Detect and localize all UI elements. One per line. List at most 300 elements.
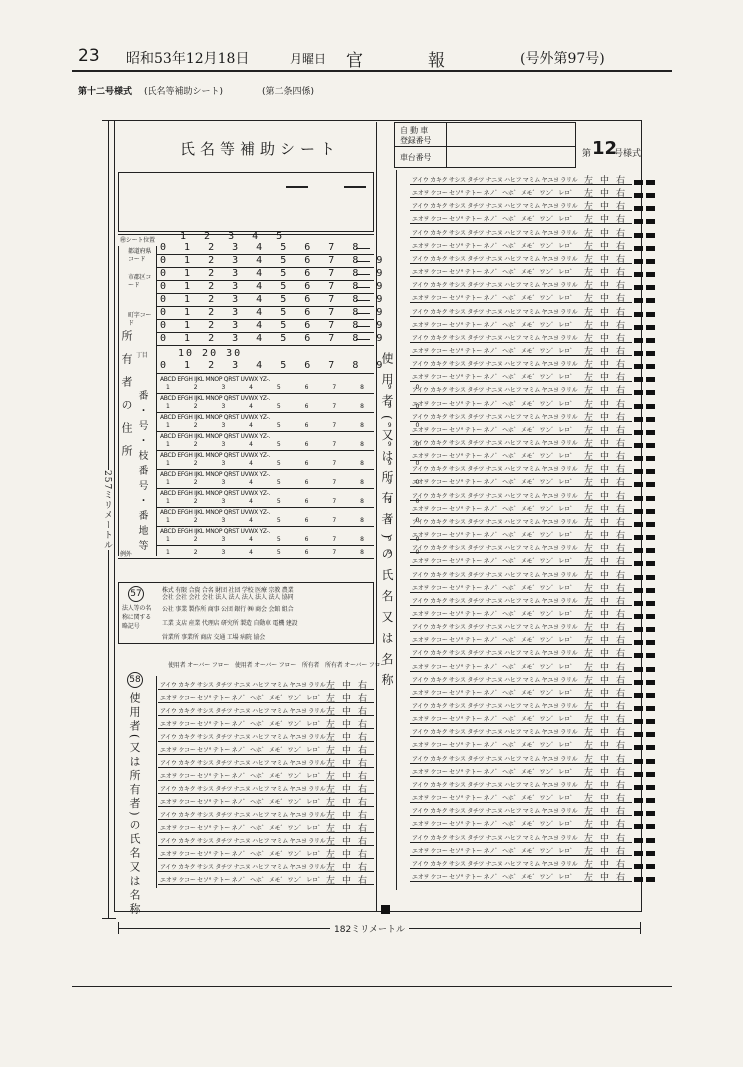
- lcr-right[interactable]: 右: [358, 746, 368, 756]
- lcr-center[interactable]: 中: [342, 850, 352, 860]
- lcr-center[interactable]: 中: [600, 728, 610, 739]
- kana-option-row[interactable]: エオヲ ケコー セソ° テトー ネノ゛ ヘホ゛ メモ゛ ワン゛ レロ゛: [412, 795, 576, 803]
- kana-option-row[interactable]: エオヲ ケコー セソ° テトー ネノ゛ ヘホ゛ メモ゛ ワン゛ レロ゛: [412, 768, 576, 776]
- kana-option-row[interactable]: エオヲ ケコー セソ° テトー ネノ゛ ヘホ゛ メモ゛ ワン゛ レロ゛: [160, 877, 324, 884]
- kana-option-row[interactable]: アイウ カキク サシス タチツ ナニヌ ハヒフ マミム ヤユヨ ラリル: [160, 838, 326, 845]
- kana-option-row[interactable]: アイウ カキク サシス タチツ ナニヌ ハヒフ マミム ヤユヨ ラリル: [412, 729, 578, 737]
- address-alpha-row[interactable]: ABCD EFGH IJKL MNOP QRST UVWX YZ-.: [160, 395, 271, 402]
- lcr-center[interactable]: 中: [600, 859, 610, 870]
- lcr-center[interactable]: 中: [600, 346, 610, 357]
- lcr-center[interactable]: 中: [600, 715, 610, 726]
- lcr-left[interactable]: 左: [584, 241, 594, 252]
- lcr-left[interactable]: 左: [584, 531, 594, 542]
- kana-option-row[interactable]: エオヲ ケコー セソ° テトー ネノ゛ ヘホ゛ メモ゛ ワン゛ レロ゛: [412, 400, 576, 408]
- lcr-center[interactable]: 中: [342, 876, 352, 886]
- lcr-right[interactable]: 右: [616, 307, 626, 318]
- lcr-right[interactable]: 右: [616, 859, 626, 870]
- lcr-right[interactable]: 右: [616, 399, 626, 410]
- kana-option-row[interactable]: アイウ カキク サシス タチツ ナニヌ ハヒフ マミム ヤユヨ ラリル: [160, 864, 326, 871]
- kana-option-row[interactable]: エオヲ ケコー セソ° テトー ネノ゛ ヘホ゛ メモ゛ ワン゛ レロ゛: [412, 479, 576, 487]
- kana-option-row[interactable]: エオヲ ケコー セソ° テトー ネノ゛ ヘホ゛ メモ゛ ワン゛ レロ゛: [412, 374, 576, 382]
- lcr-left[interactable]: 左: [584, 557, 594, 568]
- lcr-center[interactable]: 中: [342, 759, 352, 769]
- kana-option-row[interactable]: エオヲ ケコー セソ° テトー ネノ゛ ヘホ゛ メモ゛ ワン゛ レロ゛: [412, 216, 576, 224]
- kana-option-row[interactable]: アイウ カキク サシス タチツ ナニヌ ハヒフ マミム ヤユヨ ラリル: [412, 834, 578, 842]
- lcr-left[interactable]: 左: [584, 307, 594, 318]
- kana-option-row[interactable]: エオヲ ケコー セソ° テトー ネノ゛ ヘホ゛ メモ゛ ワン゛ レロ゛: [412, 295, 576, 303]
- lcr-center[interactable]: 中: [600, 780, 610, 791]
- lcr-left[interactable]: 左: [584, 189, 594, 200]
- lcr-right[interactable]: 右: [616, 373, 626, 384]
- address-num-row[interactable]: 1 2 3 4 5 6 7 8 9 0: [166, 460, 431, 467]
- address-alpha-row[interactable]: ABCD EFGH IJKL MNOP QRST UVWX YZ-.: [160, 471, 271, 478]
- lcr-center[interactable]: 中: [600, 215, 610, 226]
- kana-option-row[interactable]: エオヲ ケコー セソ° テトー ネノ゛ ヘホ゛ メモ゛ ワン゛ レロ゛: [160, 851, 324, 858]
- lcr-left[interactable]: 左: [584, 373, 594, 384]
- kana-option-row[interactable]: アイウ カキク サシス タチツ ナニヌ ハヒフ マミム ヤユヨ ラリル: [160, 812, 326, 819]
- lcr-center[interactable]: 中: [600, 623, 610, 634]
- lcr-right[interactable]: 右: [358, 759, 368, 769]
- lcr-right[interactable]: 右: [616, 465, 626, 476]
- kana-option-row[interactable]: アイウ カキク サシス タチツ ナニヌ ハヒフ マミム ヤユヨ ラリル: [412, 492, 578, 500]
- lcr-center[interactable]: 中: [342, 837, 352, 847]
- lcr-left[interactable]: 左: [584, 491, 594, 502]
- lcr-right[interactable]: 右: [616, 346, 626, 357]
- lcr-right[interactable]: 右: [616, 741, 626, 752]
- lcr-center[interactable]: 中: [600, 688, 610, 699]
- lcr-right[interactable]: 右: [616, 281, 626, 292]
- lcr-right[interactable]: 右: [616, 333, 626, 344]
- lcr-center[interactable]: 中: [600, 333, 610, 344]
- lcr-left[interactable]: 左: [584, 807, 594, 818]
- kana-option-row[interactable]: アイウ カキク サシス タチツ ナニヌ ハヒフ マミム ヤユヨ ラリル: [412, 808, 578, 816]
- kana-option-row[interactable]: エオヲ ケコー セソ° テトー ネノ゛ ヘホ゛ メモ゛ ワン゛ レロ゛: [160, 695, 324, 702]
- lcr-left[interactable]: 左: [584, 609, 594, 620]
- kana-option-row[interactable]: アイウ カキク サシス タチツ ナニヌ ハヒフ マミム ヤユヨ ラリル: [412, 781, 578, 789]
- kana-option-row[interactable]: アイウ カキク サシス タチツ ナニヌ ハヒフ マミム ヤユヨ ラリル: [412, 229, 578, 237]
- kana-option-row[interactable]: アイウ カキク サシス タチツ ナニヌ ハヒフ マミム ヤユヨ ラリル: [412, 703, 578, 710]
- kana-option-row[interactable]: アイウ カキク サシス タチツ ナニヌ ハヒフ マミム ヤユヨ ラリル: [412, 624, 578, 632]
- lcr-center[interactable]: 中: [600, 846, 610, 857]
- address-num-row[interactable]: 1 2 3 4 5 6 7 8 9 0: [166, 536, 431, 543]
- lcr-left[interactable]: 左: [326, 746, 336, 756]
- lcr-left[interactable]: 左: [584, 254, 594, 265]
- lcr-right[interactable]: 右: [616, 767, 626, 778]
- lcr-right[interactable]: 右: [358, 798, 368, 808]
- address-num-row[interactable]: 1 2 3 4 5 6 7 8 9 0: [166, 403, 431, 410]
- lcr-left[interactable]: 左: [584, 649, 594, 660]
- lcr-center[interactable]: 中: [600, 741, 610, 752]
- address-num-row[interactable]: 1 2 3 4 5 6 7 8 9 0: [166, 479, 431, 486]
- kana-option-row[interactable]: エオヲ ケコー セソ° テトー ネノ゛ ヘホ゛ メモ゛ ワン゛ レロ゛: [412, 505, 576, 513]
- kana-option-row[interactable]: アイウ カキク サシス タチツ ナニヌ ハヒフ マミム ヤユヨ ラリル: [160, 708, 326, 715]
- address-num-row[interactable]: 1 2 3 4 5 6 7 8 9 0: [166, 441, 431, 448]
- kana-option-row[interactable]: アイウ カキク サシス タチツ ナニヌ ハヒフ マミム ヤユヨ ラリル: [412, 387, 578, 395]
- kana-option-row[interactable]: アイウ カキク サシス タチツ ナニヌ ハヒフ マミム ヤユヨ ラリル: [412, 282, 578, 290]
- lcr-right[interactable]: 右: [616, 268, 626, 279]
- lcr-left[interactable]: 左: [584, 596, 594, 607]
- lcr-right[interactable]: 右: [616, 320, 626, 331]
- lcr-right[interactable]: 右: [616, 360, 626, 371]
- lcr-left[interactable]: 左: [584, 478, 594, 489]
- lcr-center[interactable]: 中: [600, 268, 610, 279]
- lcr-center[interactable]: 中: [600, 189, 610, 200]
- lcr-right[interactable]: 右: [616, 202, 626, 213]
- code-digit-row[interactable]: 0 1 2 3 4 5 6 7 8 9: [160, 320, 389, 331]
- lcr-right[interactable]: 右: [358, 837, 368, 847]
- lcr-center[interactable]: 中: [600, 636, 610, 647]
- lcr-left[interactable]: 左: [326, 811, 336, 821]
- kana-option-row[interactable]: エオヲ ケコー セソ° テトー ネノ゛ ヘホ゛ メモ゛ ワン゛ レロ゛: [160, 825, 324, 832]
- kana-option-row[interactable]: アイウ カキク サシス タチツ ナニヌ ハヒフ マミム ヤユヨ ラリル: [160, 682, 326, 689]
- lcr-left[interactable]: 左: [584, 780, 594, 791]
- lcr-left[interactable]: 左: [326, 863, 336, 873]
- address-num-row[interactable]: 1 2 3 4 5 6 7 8 9 0: [166, 422, 431, 429]
- lcr-center[interactable]: 中: [600, 465, 610, 476]
- lcr-center[interactable]: 中: [342, 694, 352, 704]
- kana-option-row[interactable]: アイウ カキク サシス タチツ ナニヌ ハヒフ マミム ヤユヨ ラリル: [412, 545, 578, 553]
- lcr-center[interactable]: 中: [600, 557, 610, 568]
- kana-option-row[interactable]: アイウ カキク サシス タチツ ナニヌ ハヒフ マミム ヤユヨ ラリル: [160, 760, 326, 767]
- lcr-left[interactable]: 左: [584, 570, 594, 581]
- lcr-right[interactable]: 右: [616, 728, 626, 739]
- lcr-center[interactable]: 中: [342, 681, 352, 691]
- lcr-center[interactable]: 中: [342, 720, 352, 730]
- lcr-center[interactable]: 中: [600, 820, 610, 831]
- lcr-center[interactable]: 中: [342, 707, 352, 717]
- lcr-center[interactable]: 中: [600, 307, 610, 318]
- lcr-left[interactable]: 左: [326, 824, 336, 834]
- kana-option-row[interactable]: エオヲ ケコー セソ° テトー ネノ゛ ヘホ゛ メモ゛ ワン゛ レロ゛: [412, 532, 576, 540]
- lcr-right[interactable]: 右: [358, 863, 368, 873]
- lcr-left[interactable]: 左: [326, 694, 336, 704]
- lcr-center[interactable]: 中: [600, 399, 610, 410]
- lcr-left[interactable]: 左: [326, 681, 336, 691]
- lcr-left[interactable]: 左: [584, 741, 594, 752]
- lcr-center[interactable]: 中: [600, 228, 610, 239]
- lcr-left[interactable]: 左: [584, 386, 594, 397]
- lcr-right[interactable]: 右: [358, 785, 368, 795]
- address-num-row[interactable]: 1 2 3 4 5 6 7 8 9 0: [166, 498, 431, 505]
- kana-option-row[interactable]: エオヲ ケコー セソ° テトー ネノ゛ ヘホ゛ メモ゛ ワン゛ レロ゛: [412, 269, 576, 277]
- lcr-right[interactable]: 右: [616, 675, 626, 686]
- lcr-right[interactable]: 右: [616, 228, 626, 239]
- lcr-left[interactable]: 左: [584, 452, 594, 463]
- kana-option-row[interactable]: アイウ カキク サシス タチツ ナニヌ ハヒフ マミム ヤユヨ ラリル: [412, 308, 578, 316]
- code-digit-row[interactable]: 0 1 2 3 4 5 6 7 8 9: [160, 268, 389, 279]
- lcr-left[interactable]: 左: [326, 850, 336, 860]
- address-alpha-row[interactable]: ABCD EFGH IJKL MNOP QRST UVWX YZ-.: [160, 376, 271, 383]
- kana-option-row[interactable]: アイウ カキク サシス タチツ ナニヌ ハヒフ マミム ヤユヨ ラリル: [412, 597, 578, 605]
- lcr-right[interactable]: 右: [616, 846, 626, 857]
- kana-option-row[interactable]: アイウ カキク サシス タチツ ナニヌ ハヒフ マミム ヤユヨ ラリル: [412, 334, 578, 342]
- lcr-left[interactable]: 左: [584, 623, 594, 634]
- lcr-center[interactable]: 中: [600, 412, 610, 423]
- lcr-center[interactable]: 中: [600, 254, 610, 265]
- lcr-left[interactable]: 左: [584, 544, 594, 555]
- lcr-center[interactable]: 中: [600, 517, 610, 528]
- lcr-center[interactable]: 中: [342, 798, 352, 808]
- lcr-right[interactable]: 右: [616, 215, 626, 226]
- kana-option-row[interactable]: エオヲ ケコー セソ° テトー ネノ゛ ヘホ゛ メモ゛ ワン゛ レロ゛: [412, 742, 576, 750]
- lcr-right[interactable]: 右: [358, 694, 368, 704]
- lcr-center[interactable]: 中: [600, 596, 610, 607]
- lcr-left[interactable]: 左: [584, 346, 594, 357]
- lcr-left[interactable]: 左: [326, 707, 336, 717]
- kana-option-row[interactable]: エオヲ ケコー セソ° テトー ネノ゛ ヘホ゛ メモ゛ ワン゛ レロ゛: [160, 747, 324, 754]
- lcr-center[interactable]: 中: [342, 811, 352, 821]
- code-digit-row[interactable]: 0 1 2 3 4 5 6 7 8 9: [160, 307, 389, 318]
- lcr-right[interactable]: 右: [616, 583, 626, 594]
- kana-option-row[interactable]: エオヲ ケコー セソ° テトー ネノ゛ ヘホ゛ メモ゛ ワン゛ レロ゛: [412, 821, 576, 829]
- kana-option-row[interactable]: エオヲ ケコー セソ° テトー ネノ゛ ヘホ゛ メモ゛ ワン゛ レロ゛: [160, 773, 324, 780]
- lcr-center[interactable]: 中: [600, 373, 610, 384]
- kana-option-row[interactable]: アイウ カキク サシス タチツ ナニヌ ハヒフ マミム ヤユヨ ラリル: [412, 413, 578, 421]
- address-num-row[interactable]: 1 2 3 4 5 6 7 8 9 0: [166, 384, 431, 391]
- lcr-center[interactable]: 中: [342, 733, 352, 743]
- lcr-right[interactable]: 右: [616, 425, 626, 436]
- lcr-center[interactable]: 中: [600, 570, 610, 581]
- lcr-right[interactable]: 右: [358, 707, 368, 717]
- lcr-left[interactable]: 左: [326, 772, 336, 782]
- lcr-center[interactable]: 中: [600, 281, 610, 292]
- lcr-left[interactable]: 左: [326, 785, 336, 795]
- lcr-right[interactable]: 右: [358, 772, 368, 782]
- lcr-right[interactable]: 右: [616, 636, 626, 647]
- lcr-left[interactable]: 左: [584, 833, 594, 844]
- lcr-center[interactable]: 中: [600, 794, 610, 805]
- kana-option-row[interactable]: エオヲ ケコー セソ° テトー ネノ゛ ヘホ゛ メモ゛ ワン゛ レロ゛: [160, 721, 324, 728]
- lcr-left[interactable]: 左: [326, 759, 336, 769]
- lcr-right[interactable]: 右: [616, 596, 626, 607]
- lcr-left[interactable]: 左: [584, 399, 594, 410]
- lcr-center[interactable]: 中: [600, 609, 610, 620]
- kana-option-row[interactable]: エオヲ ケコー セソ° テトー ネノ゛ ヘホ゛ メモ゛ ワン゛ レロ゛: [412, 321, 576, 329]
- lcr-left[interactable]: 左: [584, 583, 594, 594]
- lcr-right[interactable]: 右: [616, 491, 626, 502]
- lcr-right[interactable]: 右: [358, 850, 368, 860]
- lcr-center[interactable]: 中: [600, 320, 610, 331]
- lcr-right[interactable]: 右: [358, 811, 368, 821]
- lcr-left[interactable]: 左: [584, 320, 594, 331]
- lcr-center[interactable]: 中: [600, 649, 610, 660]
- lcr-left[interactable]: 左: [584, 872, 594, 883]
- lcr-left[interactable]: 左: [584, 281, 594, 292]
- code-digit-row[interactable]: 0 1 2 3 4 5 6 7 8 9: [160, 333, 389, 344]
- lcr-left[interactable]: 左: [584, 675, 594, 686]
- lcr-left[interactable]: 左: [584, 754, 594, 765]
- exception-row[interactable]: 1 2 3 4 5 6 7 8 9 0: [166, 549, 431, 556]
- address-alpha-row[interactable]: ABCD EFGH IJKL MNOP QRST UVWX YZ-.: [160, 433, 271, 440]
- kana-option-row[interactable]: アイウ カキク サシス タチツ ナニヌ ハヒフ マミム ヤユヨ ラリル: [412, 440, 578, 447]
- lcr-center[interactable]: 中: [600, 583, 610, 594]
- kana-option-row[interactable]: エオヲ ケコー セソ° テトー ネノ゛ ヘホ゛ メモ゛ ワン゛ レロ゛: [412, 242, 576, 250]
- lcr-center[interactable]: 中: [600, 491, 610, 502]
- lcr-center[interactable]: 中: [600, 531, 610, 542]
- kana-option-row[interactable]: エオヲ ケコー セソ° テトー ネノ゛ ヘホ゛ メモ゛ ワン゛ レロ゛: [412, 584, 576, 592]
- lcr-right[interactable]: 右: [358, 876, 368, 886]
- lcr-left[interactable]: 左: [584, 425, 594, 436]
- lcr-left[interactable]: 左: [584, 636, 594, 647]
- lcr-left[interactable]: 左: [584, 268, 594, 279]
- lcr-left[interactable]: 左: [326, 876, 336, 886]
- kana-option-row[interactable]: アイウ カキク サシス タチツ ナニヌ ハヒフ マミム ヤユヨ ラリル: [160, 786, 326, 793]
- lcr-left[interactable]: 左: [584, 688, 594, 699]
- kana-option-row[interactable]: アイウ カキク サシス タチツ ナニヌ ハヒフ マミム ヤユヨ ラリル: [412, 650, 578, 658]
- lcr-right[interactable]: 右: [616, 176, 626, 186]
- lcr-right[interactable]: 右: [616, 715, 626, 726]
- lcr-center[interactable]: 中: [600, 504, 610, 515]
- code-digit-row[interactable]: 0 1 2 3 4 5 6 7 8 9: [160, 281, 389, 292]
- lcr-right[interactable]: 右: [616, 820, 626, 831]
- lcr-right[interactable]: 右: [616, 662, 626, 673]
- lcr-left[interactable]: 左: [584, 517, 594, 528]
- lcr-center[interactable]: 中: [600, 386, 610, 397]
- lcr-center[interactable]: 中: [600, 662, 610, 673]
- lcr-left[interactable]: 左: [326, 720, 336, 730]
- chome-tens-row[interactable]: 10 20 30: [178, 348, 243, 359]
- lcr-right[interactable]: 右: [616, 833, 626, 844]
- address-alpha-row[interactable]: ABCD EFGH IJKL MNOP QRST UVWX YZ-.: [160, 528, 271, 535]
- lcr-center[interactable]: 中: [342, 785, 352, 795]
- lcr-center[interactable]: 中: [600, 360, 610, 371]
- kana-option-row[interactable]: エオヲ ケコー セソ° テトー ネノ゛ ヘホ゛ メモ゛ ワン゛ レロ゛: [412, 453, 576, 461]
- lcr-right[interactable]: 右: [616, 439, 626, 449]
- lcr-left[interactable]: 左: [584, 728, 594, 739]
- lcr-left[interactable]: 左: [584, 662, 594, 673]
- lcr-left[interactable]: 左: [584, 767, 594, 778]
- lcr-left[interactable]: 左: [584, 794, 594, 805]
- lcr-right[interactable]: 右: [616, 872, 626, 883]
- kana-option-row[interactable]: アイウ カキク サシス タチツ ナニヌ ハヒフ マミム ヤユヨ ラリル: [412, 571, 578, 579]
- lcr-left[interactable]: 左: [584, 715, 594, 726]
- lcr-center[interactable]: 中: [600, 176, 610, 186]
- lcr-right[interactable]: 右: [616, 794, 626, 805]
- lcr-center[interactable]: 中: [600, 807, 610, 818]
- lcr-right[interactable]: 右: [616, 452, 626, 463]
- address-num-row[interactable]: 1 2 3 4 5 6 7 8 9 0: [166, 517, 431, 524]
- address-alpha-row[interactable]: ABCD EFGH IJKL MNOP QRST UVWX YZ-.: [160, 452, 271, 459]
- lcr-right[interactable]: 右: [616, 504, 626, 515]
- lcr-right[interactable]: 右: [616, 478, 626, 489]
- kana-option-row[interactable]: エオヲ ケコー セソ° テトー ネノ゛ ヘホ゛ メモ゛ ワン゛ レロ゛: [412, 716, 576, 724]
- lcr-right[interactable]: 右: [616, 623, 626, 634]
- lcr-right[interactable]: 右: [616, 412, 626, 423]
- lcr-center[interactable]: 中: [600, 767, 610, 778]
- lcr-center[interactable]: 中: [600, 241, 610, 252]
- lcr-left[interactable]: 左: [584, 228, 594, 239]
- lcr-left[interactable]: 左: [584, 176, 594, 186]
- lcr-center[interactable]: 中: [600, 439, 610, 449]
- sheet-position-options[interactable]: 1 2 3 4 5: [180, 231, 289, 242]
- lcr-center[interactable]: 中: [600, 754, 610, 765]
- lcr-center[interactable]: 中: [600, 202, 610, 213]
- kana-option-row[interactable]: エオヲ ケコー セソ° テトー ネノ゛ ヘホ゛ メモ゛ ワン゛ レロ゛: [412, 873, 576, 881]
- lcr-left[interactable]: 左: [584, 333, 594, 344]
- lcr-right[interactable]: 右: [616, 570, 626, 581]
- kana-option-row[interactable]: アイウ カキク サシス タチツ ナニヌ ハヒフ マミム ヤユヨ ラリル: [160, 734, 326, 741]
- lcr-left[interactable]: 左: [584, 294, 594, 305]
- lcr-right[interactable]: 右: [616, 544, 626, 555]
- lcr-left[interactable]: 左: [584, 360, 594, 371]
- lcr-right[interactable]: 右: [616, 531, 626, 542]
- code-digit-row[interactable]: 0 1 2 3 4 5 6 7 8: [160, 242, 365, 253]
- code-digit-row[interactable]: 0 1 2 3 4 5 6 7 8 9: [160, 294, 389, 305]
- lcr-right[interactable]: 右: [358, 733, 368, 743]
- lcr-right[interactable]: 右: [616, 241, 626, 252]
- address-alpha-row[interactable]: ABCD EFGH IJKL MNOP QRST UVWX YZ-.: [160, 414, 271, 421]
- lcr-right[interactable]: 右: [616, 688, 626, 699]
- lcr-right[interactable]: 右: [358, 720, 368, 730]
- lcr-center[interactable]: 中: [600, 425, 610, 436]
- kana-option-row[interactable]: アイウ カキク サシス タチツ ナニヌ ハヒフ マミム ヤユヨ ラリル: [412, 361, 578, 369]
- kana-option-row[interactable]: アイウ カキク サシス タチツ ナニヌ ハヒフ マミム ヤユヨ ラリル: [412, 860, 578, 868]
- kana-option-row[interactable]: エオヲ ケコー セソ° テトー ネノ゛ ヘホ゛ メモ゛ ワン゛ レロ゛: [412, 689, 576, 697]
- kana-option-row[interactable]: アイウ カキク サシス タチツ ナニヌ ハヒフ マミム ヤユヨ ラリル: [412, 518, 578, 526]
- lcr-right[interactable]: 右: [616, 294, 626, 305]
- lcr-right[interactable]: 右: [358, 681, 368, 691]
- lcr-right[interactable]: 右: [616, 386, 626, 397]
- kana-option-row[interactable]: エオヲ ケコー セソ° テトー ネノ゛ ヘホ゛ メモ゛ ワン゛ レロ゛: [160, 799, 324, 806]
- lcr-right[interactable]: 右: [616, 557, 626, 568]
- lcr-center[interactable]: 中: [600, 833, 610, 844]
- lcr-left[interactable]: 左: [326, 798, 336, 808]
- code-digit-row[interactable]: 0 1 2 3 4 5 6 7 8 9: [160, 255, 389, 266]
- kana-option-row[interactable]: アイウ カキク サシス タチツ ナニヌ ハヒフ マミム ヤユヨ ラリル: [412, 177, 578, 184]
- kana-option-row[interactable]: アイウ カキク サシス タチツ ナニヌ ハヒフ マミム ヤユヨ ラリル: [412, 255, 578, 263]
- lcr-right[interactable]: 右: [616, 189, 626, 200]
- lcr-left[interactable]: 左: [584, 439, 594, 449]
- kana-option-row[interactable]: アイウ カキク サシス タチツ ナニヌ ハヒフ マミム ヤユヨ ラリル: [412, 676, 578, 684]
- lcr-left[interactable]: 左: [584, 465, 594, 476]
- lcr-left[interactable]: 左: [584, 504, 594, 515]
- kana-option-row[interactable]: エオヲ ケコー セソ° テトー ネノ゛ ヘホ゛ メモ゛ ワン゛ レロ゛: [412, 847, 576, 855]
- lcr-right[interactable]: 右: [616, 609, 626, 620]
- kana-option-row[interactable]: エオヲ ケコー セソ° テトー ネノ゛ ヘホ゛ メモ゛ ワン゛ レロ゛: [412, 190, 576, 198]
- lcr-right[interactable]: 右: [616, 517, 626, 528]
- kana-option-row[interactable]: アイウ カキク サシス タチツ ナニヌ ハヒフ マミム ヤユヨ ラリル: [412, 203, 578, 211]
- lcr-right[interactable]: 右: [358, 824, 368, 834]
- lcr-center[interactable]: 中: [600, 544, 610, 555]
- lcr-left[interactable]: 左: [584, 846, 594, 857]
- lcr-center[interactable]: 中: [600, 872, 610, 883]
- lcr-center[interactable]: 中: [600, 675, 610, 686]
- kana-option-row[interactable]: エオヲ ケコー セソ° テトー ネノ゛ ヘホ゛ メモ゛ ワン゛ レロ゛: [412, 637, 576, 645]
- kana-option-row[interactable]: アイウ カキク サシス タチツ ナニヌ ハヒフ マミム ヤユヨ ラリル: [412, 755, 578, 763]
- address-alpha-row[interactable]: ABCD EFGH IJKL MNOP QRST UVWX YZ-.: [160, 509, 271, 516]
- lcr-left[interactable]: 左: [584, 412, 594, 423]
- lcr-center[interactable]: 中: [342, 863, 352, 873]
- lcr-right[interactable]: 右: [616, 754, 626, 765]
- lcr-right[interactable]: 右: [616, 807, 626, 818]
- kana-option-row[interactable]: エオヲ ケコー セソ° テトー ネノ゛ ヘホ゛ メモ゛ ワン゛ レロ゛: [412, 663, 576, 671]
- lcr-left[interactable]: 左: [326, 733, 336, 743]
- lcr-center[interactable]: 中: [600, 702, 610, 712]
- chome-digit-row[interactable]: 0 1 2 3 4 5 6 7 8 9: [160, 360, 389, 371]
- lcr-right[interactable]: 右: [616, 254, 626, 265]
- kana-option-row[interactable]: エオヲ ケコー セソ° テトー ネノ゛ ヘホ゛ メモ゛ ワン゛ レロ゛: [412, 347, 576, 355]
- lcr-center[interactable]: 中: [600, 452, 610, 463]
- lcr-left[interactable]: 左: [584, 215, 594, 226]
- address-alpha-row[interactable]: ABCD EFGH IJKL MNOP QRST UVWX YZ-.: [160, 490, 271, 497]
- lcr-center[interactable]: 中: [600, 294, 610, 305]
- lcr-center[interactable]: 中: [600, 478, 610, 489]
- lcr-left[interactable]: 左: [584, 702, 594, 712]
- lcr-right[interactable]: 右: [616, 780, 626, 791]
- lcr-left[interactable]: 左: [584, 859, 594, 870]
- lcr-left[interactable]: 左: [584, 820, 594, 831]
- lcr-center[interactable]: 中: [342, 772, 352, 782]
